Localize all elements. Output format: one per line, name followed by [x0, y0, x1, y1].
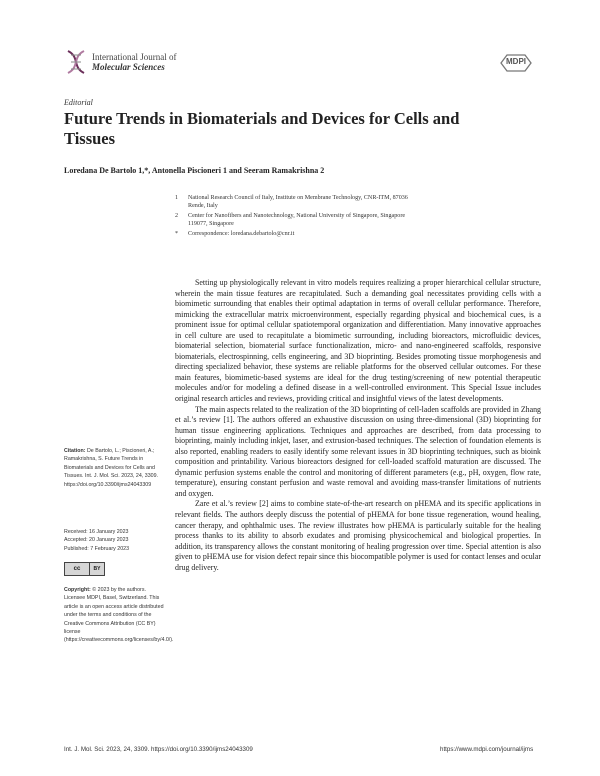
citation-text[interactable]: De Bartolo, L.; Piscioneri, A.; Ramakrishna, S. Future Trends in Biomaterials and Devices for Cells and Tissues. Int. J. Mol. Sci. 2023, 24, 3309. https://doi.org/10.3390/ijms24043309 — [64, 448, 159, 488]
journal-name-line2: Molecular Sciences — [92, 62, 165, 72]
copyright-label: Copyright: — [64, 587, 91, 593]
author-list: Loredana De Bartolo 1,*, Antonella Piscioneri 1 and Seeram Ramakrishna 2 — [64, 166, 325, 175]
cc-by-icon[interactable]: BY — [89, 562, 105, 576]
affiliation-item — [175, 230, 425, 238]
affiliation-text: Center for Nanofibers and Nanotechnology, National University of Singapore, Singapore 119077, Singapore — [188, 212, 406, 228]
accepted-date: Accepted: 20 January 2023 — [64, 537, 129, 544]
affiliation-item — [175, 212, 425, 229]
affiliation-number: 1 — [175, 195, 179, 201]
citation-block — [64, 447, 166, 489]
footer-citation[interactable]: Int. J. Mol. Sci. 2023, 24, 3309. https://doi.org/10.3390/ijms24043309 — [64, 746, 253, 753]
affiliation-text: National Research Council of Italy, Institute on Membrane Technology, CNR-ITM, 87036 Rende, Italy — [188, 195, 408, 210]
citation-label: Citation: — [64, 448, 86, 454]
body-paragraph: The main aspects related to the realization of the 3D bioprinting of cell-laden scaffolds are provided in Zhang et al.’s review [1]. The authors offered an exhaustive discussion on using three-dimensional (3D) bioprinting for human tissue engineering applications. Techniques and approaches are described, from data processing to bioprinting, mainly including inkjet, laser, and extrusion-based techniques. The selection of foundation elements is also reported, enabling readers to easily identify some relevant issues in 3D bioprinting techniques, such as bioink composition and printability. Various bioreactors designed for cell-loaded scaffold maturation are discussed. The dynamic perfusion systems enable the control and monitoring of different parameters (e.g., pH, oxygen, flow rate, temperature), ensuring constant perfusion and waste removal and avoiding mass-transfer limitations of nutrients and oxygen. — [175, 404, 541, 498]
affiliation-number: 2 — [175, 212, 179, 219]
article-type: Editorial — [64, 98, 93, 107]
cc-license-icon[interactable]: cc — [64, 562, 90, 576]
received-date: Received: 16 January 2023 — [64, 529, 129, 535]
journal-logo-icon — [64, 49, 88, 75]
journal-name — [92, 52, 176, 72]
journal-name-line1: International Journal of — [92, 52, 177, 62]
published-date: Published: 7 February 2023 — [64, 545, 130, 552]
affiliations — [175, 194, 425, 238]
body-paragraph: Zare et al.’s review [2] aims to combine state-of-the-art research on pHEMA and its specific applications in relevant fields. The authors deeply discuss the potential of pHEMA for bone tissue regeneration, wound healing, cancer therapy, and ophthalmic uses. The review illustrates how pHEMA is particularly suitable for the healing process thanks to its ability to absorb exudates and promising physicochemical and biological properties. In addition, its transparency allows the constant monitoring of healing progression over time. Special attention is also given to pHEMA use for vision defect repair since this biocompatible polymer is used for contact lenses and ocular drug delivery. — [175, 499, 541, 572]
affiliation-item — [175, 194, 425, 211]
copyright-block — [64, 586, 174, 645]
publisher-name: MDPI — [506, 57, 526, 66]
article-title: Future Trends in Biomaterials and Devices for Cells and Tissues — [64, 109, 460, 148]
footer-journal-url[interactable]: https://www.mdpi.com/journal/ijms — [440, 746, 534, 753]
article-body — [175, 278, 541, 573]
copyright-text: © 2023 by the authors. Licensee MDPI, Basel, Switzerland. This article is an open access article distributed under the terms and conditions of the Creative Commons Attribution (CC BY) license (https://creativecommons.org/licenses/by/4.0/). — [64, 587, 174, 644]
affiliation-number: * — [175, 230, 179, 237]
dates-block — [64, 528, 166, 553]
body-paragraph: Setting up physiologically relevant in vitro models requires realizing a proper hierarchical cellular structure, wherein the main tissue features are recapitulated. Such a demanding goal necessitates providing cells with a biomimetic surrounding that enables their optimal adaptation in terms of overall cellular performance. Therefore, mimicking the extracellular matrix microenvironment, especially regarding physical and biochemical cues, is a prominent issue for optimal cellular spatiotemporal organization and differentiation. Many innovative approaches in cell culture are used to recapitulate a biomimetic surrounding, including bioreactors, microfluidic devices, biomaterial selection, biomaterial surface functionalization, micro- and nano-engineered scaffolds, responsive biomaterials, electrospinning, cells engineering, and 3D bioprinting. Besides promoting tissue morphogenesis and directing specialized behavior, these systems are reliable platforms for the observed cellular outcomes. For these main features, biomimetic-based systems are ideal for the drug testing/screening of new potential therapeutic molecules and/or for modeling a defined disease in a well-controlled environment. This Special Issue includes original research articles and reviews, providing critical and insightful views of the latest developments. — [175, 278, 541, 404]
correspondence-email[interactable]: Correspondence: loredana.debartolo@cnr.it — [188, 230, 295, 237]
